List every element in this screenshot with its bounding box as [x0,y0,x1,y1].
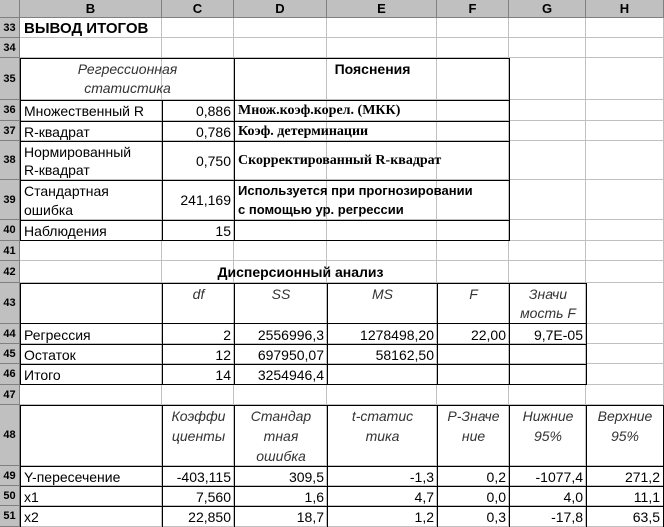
anova-header-f[interactable]: F [469,286,478,302]
anova-ms-total[interactable] [328,365,437,385]
row-header-36[interactable]: 36 [0,100,20,121]
coef-label-intercept[interactable]: Y-пересечение [24,469,121,485]
coef-label-x2[interactable]: x2 [24,509,39,525]
anova-sig-regression[interactable]: 9,7E-05 [533,327,583,343]
row-header-37[interactable]: 37 [0,121,20,141]
anova-sig-residual[interactable] [510,345,586,365]
anova-df-total[interactable]: 14 [215,367,231,383]
stat-value-observations[interactable]: 15 [215,223,231,239]
column-header-e[interactable]: E [327,0,437,18]
column-header-f[interactable]: F [437,0,509,18]
anova-ms-residual[interactable]: 58162,50 [375,347,434,363]
row-header-41[interactable]: 41 [0,241,20,261]
row-header-49[interactable]: 49 [0,466,20,486]
row-header-38[interactable]: 38 [0,141,20,180]
coef-lower-intercept[interactable]: -1077,4 [535,469,583,485]
coef-lower-x1[interactable]: 4,0 [563,489,583,505]
anova-header-df[interactable]: df [192,286,205,302]
coef-header-coef-line1[interactable]: Коэффи [171,408,226,424]
anova-sig-total[interactable] [510,365,586,385]
anova-f-residual[interactable] [438,345,509,365]
select-all-corner[interactable] [0,0,20,18]
stat-value-r-squared[interactable]: 0,786 [195,124,231,140]
column-header-b[interactable]: B [20,0,162,18]
coef-lower-x2[interactable]: -17,8 [551,509,583,525]
stat-label-multiple-r[interactable]: Множественный R [24,103,144,119]
stat-note-std-error-line1[interactable]: Используется при прогнозировании [238,183,473,198]
stat-value-multiple-r[interactable]: 0,886 [195,103,231,119]
coef-upper-x1[interactable]: 11,1 [633,489,660,505]
row-header-33[interactable]: 33 [0,18,20,38]
coef-se-x2[interactable]: 18,7 [296,509,324,525]
anova-ss-total[interactable]: 3254946,4 [257,367,324,383]
coef-header-lower-line2[interactable]: 95% [533,428,563,444]
coef-upper-intercept[interactable]: 271,2 [624,469,660,485]
coef-se-intercept[interactable]: 309,5 [288,469,324,485]
row-header-46[interactable]: 46 [0,364,20,385]
stat-label-std-error-line1[interactable]: Стандартная [24,183,109,199]
table-border-line [509,58,510,241]
coef-header-p-line1[interactable]: P-Значе [447,408,500,424]
row-header-35[interactable]: 35 [0,58,20,100]
row-header-50[interactable]: 50 [0,486,20,506]
regression-stats-header-line1[interactable]: Регрессионная [77,61,178,77]
coef-p-x2[interactable]: 0,3 [486,509,506,525]
coef-p-x1[interactable]: 0,0 [486,489,506,505]
coef-t-x1[interactable]: 4,7 [414,489,434,505]
coef-header-se-line2[interactable]: тная [263,428,299,444]
stat-note-std-error-line2[interactable]: с помощью ур. регрессии [238,202,404,217]
table-border-line [586,283,587,385]
output-title[interactable]: ВЫВОД ИТОГОВ [24,20,149,37]
coef-p-intercept[interactable]: 0,2 [486,469,506,485]
anova-header-significance-line1[interactable]: Значи [528,286,568,302]
coef-se-x1[interactable]: 1,6 [304,489,324,505]
table-border-line [20,323,587,324]
column-header-h[interactable]: H [586,0,664,18]
column-header-d[interactable]: D [234,0,327,18]
column-header-c[interactable]: C [162,0,234,18]
row-header-39[interactable]: 39 [0,180,20,220]
row-header-43[interactable]: 43 [0,283,20,324]
row-header-45[interactable]: 45 [0,344,20,364]
anova-label-residual[interactable]: Остаток [24,347,76,363]
notes-header[interactable]: Пояснения [334,61,411,77]
gridline-horizontal [20,260,664,261]
coef-header-p-line2[interactable]: ние [461,428,486,444]
row-header-40[interactable]: 40 [0,220,20,241]
stat-note-adjusted-r[interactable]: Скорректированный R-квадрат [238,153,442,168]
coef-t-intercept[interactable]: -1,3 [409,469,434,485]
anova-ss-residual[interactable]: 697950,07 [257,347,324,363]
row-header-42[interactable]: 42 [0,261,20,283]
stat-note-r-squared[interactable]: Коэф. детерминации [238,124,369,139]
coef-label-x1[interactable]: x1 [24,489,39,505]
coef-header-t-line1[interactable]: t-статис [351,408,414,424]
stat-label-std-error-line2[interactable]: ошибка [24,202,74,218]
anova-f-regression[interactable]: 22,00 [470,327,506,343]
coef-header-upper-line2[interactable]: 95% [610,428,640,444]
coef-value-intercept[interactable]: -403,115 [176,469,231,485]
stat-label-adjusted-r-line1[interactable]: Нормированный [24,144,132,160]
anova-title[interactable]: Дисперсионный анализ [217,264,384,280]
coef-header-t-line2[interactable]: тика [365,428,400,444]
coef-header-se-line3[interactable]: ошибка [256,448,306,464]
stat-value-std-error[interactable]: 241,169 [180,192,231,208]
row-header-34[interactable]: 34 [0,38,20,58]
column-header-g[interactable]: G [509,0,586,18]
coef-header-se-line1[interactable]: Стандар [250,408,312,424]
anova-label-regression[interactable]: Регрессия [24,327,91,343]
coef-header-upper-line1[interactable]: Верхние [597,408,653,424]
regression-stats-header-line2[interactable]: статистика [84,80,171,96]
coef-header-lower-line1[interactable]: Нижние [522,408,574,424]
stat-note-observations[interactable] [235,221,509,241]
coef-t-x2[interactable]: 1,2 [414,509,434,525]
anova-df-regression[interactable]: 2 [223,327,231,343]
row-header-47[interactable]: 47 [0,385,20,405]
anova-label-total[interactable]: Итого [24,367,61,383]
anova-ss-regression[interactable]: 2556996,3 [257,327,324,343]
stat-label-observations[interactable]: Наблюдения [24,223,107,239]
coef-header-coef-line2[interactable]: циенты [171,428,226,444]
stat-label-r-squared[interactable]: R-квадрат [24,124,90,140]
coef-value-x1[interactable]: 7,560 [195,489,231,505]
anova-ms-regression[interactable]: 1278498,20 [360,327,434,343]
coef-upper-x2[interactable]: 63,5 [632,509,660,525]
stat-label-adjusted-r-line2[interactable]: R-квадрат [24,162,90,178]
anova-header-ss[interactable]: SS [271,286,291,302]
stat-value-adjusted-r[interactable]: 0,750 [195,153,231,169]
row-header-48[interactable]: 48 [0,405,20,466]
anova-header-ms[interactable]: MS [372,286,393,302]
row-header-44[interactable]: 44 [0,324,20,344]
anova-df-residual[interactable]: 12 [215,347,231,363]
anova-f-total[interactable] [438,365,509,385]
stat-note-multiple-r[interactable]: Множ.коэф.корел. (МКК) [238,103,401,118]
row-header-51[interactable]: 51 [0,506,20,527]
anova-header-significance-line2[interactable]: мость F [520,305,576,321]
coef-value-x2[interactable]: 22,850 [188,509,231,525]
